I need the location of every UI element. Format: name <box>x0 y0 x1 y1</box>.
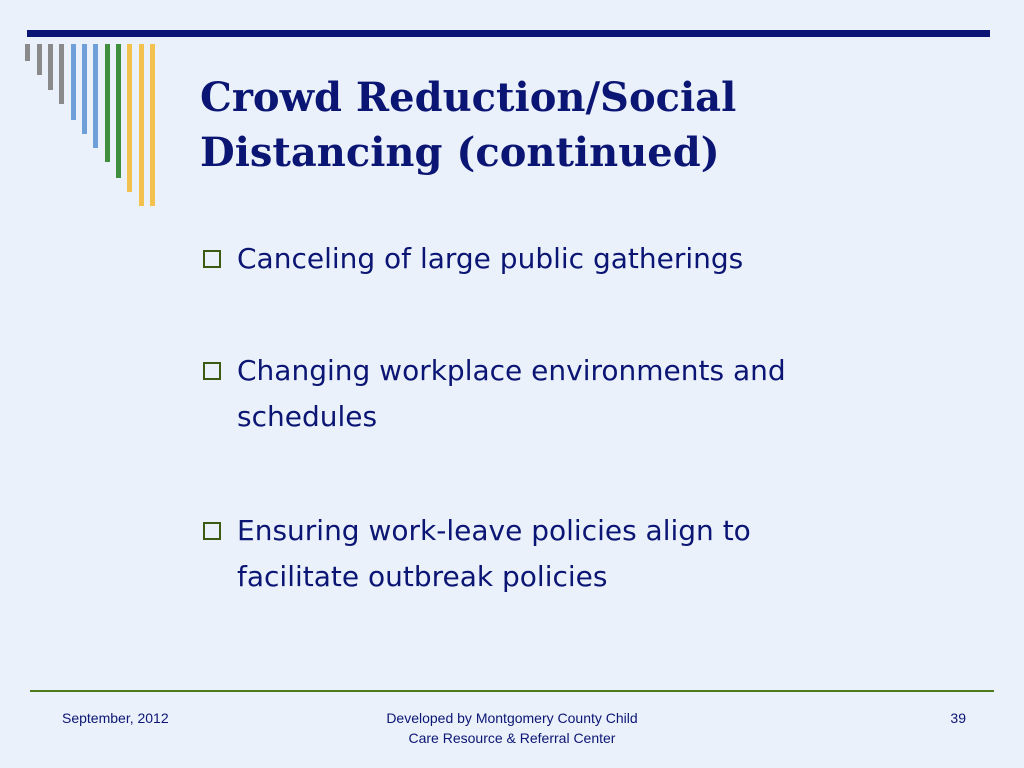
decor-bar <box>59 44 64 104</box>
bullet-item <box>200 508 900 600</box>
page-number: 39 <box>950 710 966 726</box>
decor-bar <box>25 44 30 61</box>
decor-bar <box>37 44 42 75</box>
bullet-text: Canceling of large public gatherings <box>237 242 744 275</box>
top-rule <box>27 30 990 37</box>
decor-bar <box>127 44 132 192</box>
decor-bar <box>82 44 87 134</box>
bullet-item <box>200 348 900 440</box>
decorative-bars <box>25 44 175 214</box>
decor-bar <box>116 44 121 178</box>
footer-credit-line-2: Care Resource & Referral Center <box>408 730 616 746</box>
bullet-item <box>200 236 900 282</box>
footer-date: September, 2012 <box>62 710 169 726</box>
decor-bar <box>93 44 98 148</box>
decor-bar <box>48 44 53 90</box>
slide-title <box>200 70 980 180</box>
footer-rule <box>30 690 994 692</box>
bullet-text-continued: schedules <box>237 400 378 433</box>
decor-bar <box>105 44 110 162</box>
decor-bar <box>71 44 76 120</box>
decor-bar <box>139 44 144 206</box>
square-bullet-icon <box>203 250 221 268</box>
slide-title-line-2: Distancing (continued) <box>200 129 720 176</box>
square-bullet-icon <box>203 362 221 380</box>
footer-credit-line-1: Developed by Montgomery County Child <box>386 710 638 726</box>
square-bullet-icon <box>203 522 221 540</box>
bullet-text: Changing workplace environments and <box>237 354 786 387</box>
slide-title-line-1: Crowd Reduction/Social <box>200 74 737 121</box>
bullet-list <box>200 236 900 666</box>
footer-credit <box>362 708 662 748</box>
decor-bar <box>150 44 155 206</box>
bullet-text: Ensuring work-leave policies align to <box>237 514 751 547</box>
bullet-text-continued: facilitate outbreak policies <box>237 560 608 593</box>
